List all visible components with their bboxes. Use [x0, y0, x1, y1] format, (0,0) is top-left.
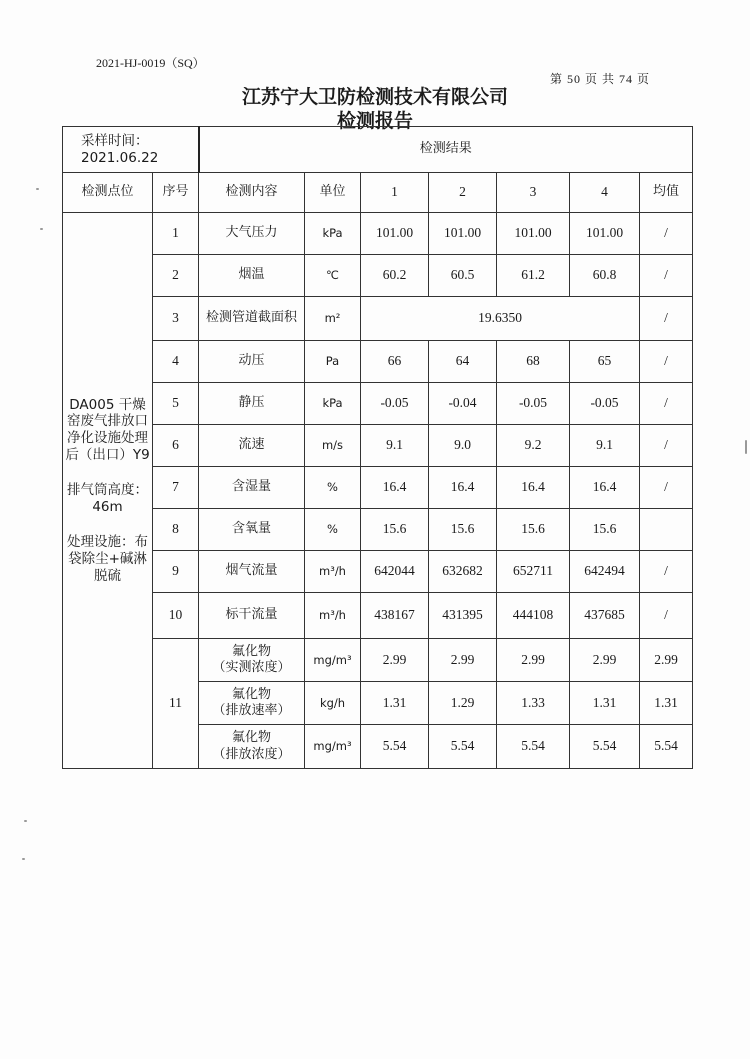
row-v4: 65: [570, 341, 640, 383]
col-point: 检测点位: [63, 173, 153, 213]
row-v2: 15.6: [429, 509, 497, 551]
row-v4: 101.00: [570, 213, 640, 255]
row-v1: 1.31: [361, 682, 429, 725]
row-seq: 6: [153, 425, 199, 467]
row-v1: 642044: [361, 551, 429, 593]
row-item-qualifier: （排放浓度）: [212, 746, 291, 762]
row-v1: 2.99: [361, 639, 429, 682]
row-seq: 1: [153, 213, 199, 255]
row-avg: /: [640, 255, 693, 297]
row-avg: /: [640, 467, 693, 509]
row-unit: %: [305, 467, 361, 509]
row-v4: 60.8: [570, 255, 640, 297]
row-v4: 2.99: [570, 639, 640, 682]
row-unit: kg/h: [305, 682, 361, 725]
row-v1: -0.05: [361, 383, 429, 425]
results-table: [62, 126, 693, 769]
row-unit: m²: [305, 297, 361, 341]
treatment-facility: 处理设施：布袋除尘+碱淋脱硫: [67, 533, 148, 584]
company-name: 江苏宁大卫防检测技术有限公司: [241, 86, 508, 108]
row-unit: mg/m³: [305, 725, 361, 769]
row-item: 标干流量: [199, 593, 305, 639]
row-v2: 101.00: [429, 213, 497, 255]
row-item-qualifier: （实测浓度）: [212, 660, 291, 675]
row-item: 静压: [199, 383, 305, 425]
row-v1: 5.54: [361, 725, 429, 769]
row-v4: 437685: [570, 593, 640, 639]
row-v2: 9.0: [429, 425, 497, 467]
row-item: [199, 725, 305, 769]
row-v2: 1.29: [429, 682, 497, 725]
row-item: [199, 682, 305, 725]
sampling-date: 2021.06.22: [81, 149, 159, 166]
table-row: [63, 509, 693, 551]
row-v1: 101.00: [361, 213, 429, 255]
document-code: 2021-HJ-0019（SQ）: [96, 56, 205, 70]
row-item: 检测管道截面积: [199, 297, 305, 341]
sampling-row: [63, 127, 693, 173]
column-header-row: [63, 173, 693, 213]
row-v1: 438167: [361, 593, 429, 639]
row-v1: 9.1: [361, 425, 429, 467]
row-v2: 60.5: [429, 255, 497, 297]
row-v3: 9.2: [497, 425, 570, 467]
table-row: [63, 341, 693, 383]
row-v3: 652711: [497, 551, 570, 593]
row-v4: 642494: [570, 551, 640, 593]
row-seq: 2: [153, 255, 199, 297]
row-item: 大气压力: [199, 213, 305, 255]
row-avg: [640, 509, 693, 551]
row-v2: 16.4: [429, 467, 497, 509]
col-r3: 3: [497, 173, 570, 213]
row-v1: 60.2: [361, 255, 429, 297]
row-avg: 5.54: [640, 725, 693, 769]
scan-speck: [24, 820, 27, 822]
col-avg: 均值: [640, 173, 693, 213]
row-v3: 101.00: [497, 213, 570, 255]
row-avg: /: [640, 341, 693, 383]
row-item: 烟气流量: [199, 551, 305, 593]
row-unit: Pa: [305, 341, 361, 383]
row-avg: /: [640, 551, 693, 593]
row-unit: m³/h: [305, 551, 361, 593]
row-v4: 5.54: [570, 725, 640, 769]
row-v1: 16.4: [361, 467, 429, 509]
location-name: DA005 干燥窑废气排放口净化设施处理后（出口）Y9: [65, 396, 150, 464]
row-unit: kPa: [305, 383, 361, 425]
scan-speck: [40, 228, 43, 230]
page-number: 第 50 页 共 74 页: [550, 72, 651, 86]
row-item: 动压: [199, 341, 305, 383]
row-v3: 16.4: [497, 467, 570, 509]
table-row: [63, 213, 693, 255]
row-avg: /: [640, 213, 693, 255]
row-v4: 15.6: [570, 509, 640, 551]
row-v3: 15.6: [497, 509, 570, 551]
row-avg: /: [640, 297, 693, 341]
row-item: 流速: [199, 425, 305, 467]
report-title: 检测报告: [336, 110, 413, 132]
scan-speck: [36, 188, 39, 190]
col-r1: 1: [361, 173, 429, 213]
row-v4: -0.05: [570, 383, 640, 425]
row-v2: 431395: [429, 593, 497, 639]
row-item: 含湿量: [199, 467, 305, 509]
table-row: [63, 639, 693, 682]
row-item-name: 氟化物: [231, 686, 271, 702]
row-v2: -0.04: [429, 383, 497, 425]
row-v4: 16.4: [570, 467, 640, 509]
row-item-name: 氟化物: [231, 730, 271, 746]
table-row: [63, 297, 693, 341]
row-seq: 3: [153, 297, 199, 341]
row-v3: 2.99: [497, 639, 570, 682]
row-seq: 4: [153, 341, 199, 383]
row-unit: kPa: [305, 213, 361, 255]
table-row: [63, 425, 693, 467]
row-v1: 15.6: [361, 509, 429, 551]
row-avg: /: [640, 593, 693, 639]
row-v3: 61.2: [497, 255, 570, 297]
row-v2: 5.54: [429, 725, 497, 769]
row-v3: -0.05: [497, 383, 570, 425]
col-unit: 单位: [305, 173, 361, 213]
sampling-time-cell: [63, 127, 199, 173]
row-v3: 5.54: [497, 725, 570, 769]
row-item: 含氧量: [199, 509, 305, 551]
row-avg: 2.99: [640, 639, 693, 682]
row-unit: m³/h: [305, 593, 361, 639]
row-item-name: 氟化物: [231, 643, 271, 659]
table-row: [63, 467, 693, 509]
row-unit: %: [305, 509, 361, 551]
row-avg: /: [640, 425, 693, 467]
row-seq: 7: [153, 467, 199, 509]
row-avg: /: [640, 383, 693, 425]
col-item: 检测内容: [199, 173, 305, 213]
scan-speck: [22, 858, 25, 860]
row-v1: 66: [361, 341, 429, 383]
row-avg: 1.31: [640, 682, 693, 725]
col-r2: 2: [429, 173, 497, 213]
row-seq: 10: [153, 593, 199, 639]
row-item: [199, 639, 305, 682]
col-seq: 序号: [153, 173, 199, 213]
sampling-time-label: 采样时间：: [81, 132, 149, 149]
row-v2: 2.99: [429, 639, 497, 682]
row-v2: 64: [429, 341, 497, 383]
table-row: [63, 383, 693, 425]
row-seq: 11: [153, 639, 199, 769]
row-seq: 8: [153, 509, 199, 551]
row-v2: 632682: [429, 551, 497, 593]
row-item-qualifier: （排放速率）: [212, 703, 291, 718]
row-unit: mg/m³: [305, 639, 361, 682]
row-seq: 5: [153, 383, 199, 425]
scan-speck: [745, 440, 747, 454]
row-v3: 444108: [497, 593, 570, 639]
row-unit: m/s: [305, 425, 361, 467]
row-v4: 1.31: [570, 682, 640, 725]
row-merged-value: 19.6350: [361, 297, 640, 341]
row-v3: 1.33: [497, 682, 570, 725]
row-seq: 9: [153, 551, 199, 593]
row-v4: 9.1: [570, 425, 640, 467]
location-cell: [63, 213, 153, 769]
row-v3: 68: [497, 341, 570, 383]
col-r4: 4: [570, 173, 640, 213]
table-row: [63, 551, 693, 593]
row-item: 烟温: [199, 255, 305, 297]
row-unit: ℃: [305, 255, 361, 297]
results-header: 检测结果: [199, 127, 693, 173]
stack-height: 排气筒高度：46m: [67, 482, 148, 515]
table-row: [63, 255, 693, 297]
table-row: [63, 593, 693, 639]
